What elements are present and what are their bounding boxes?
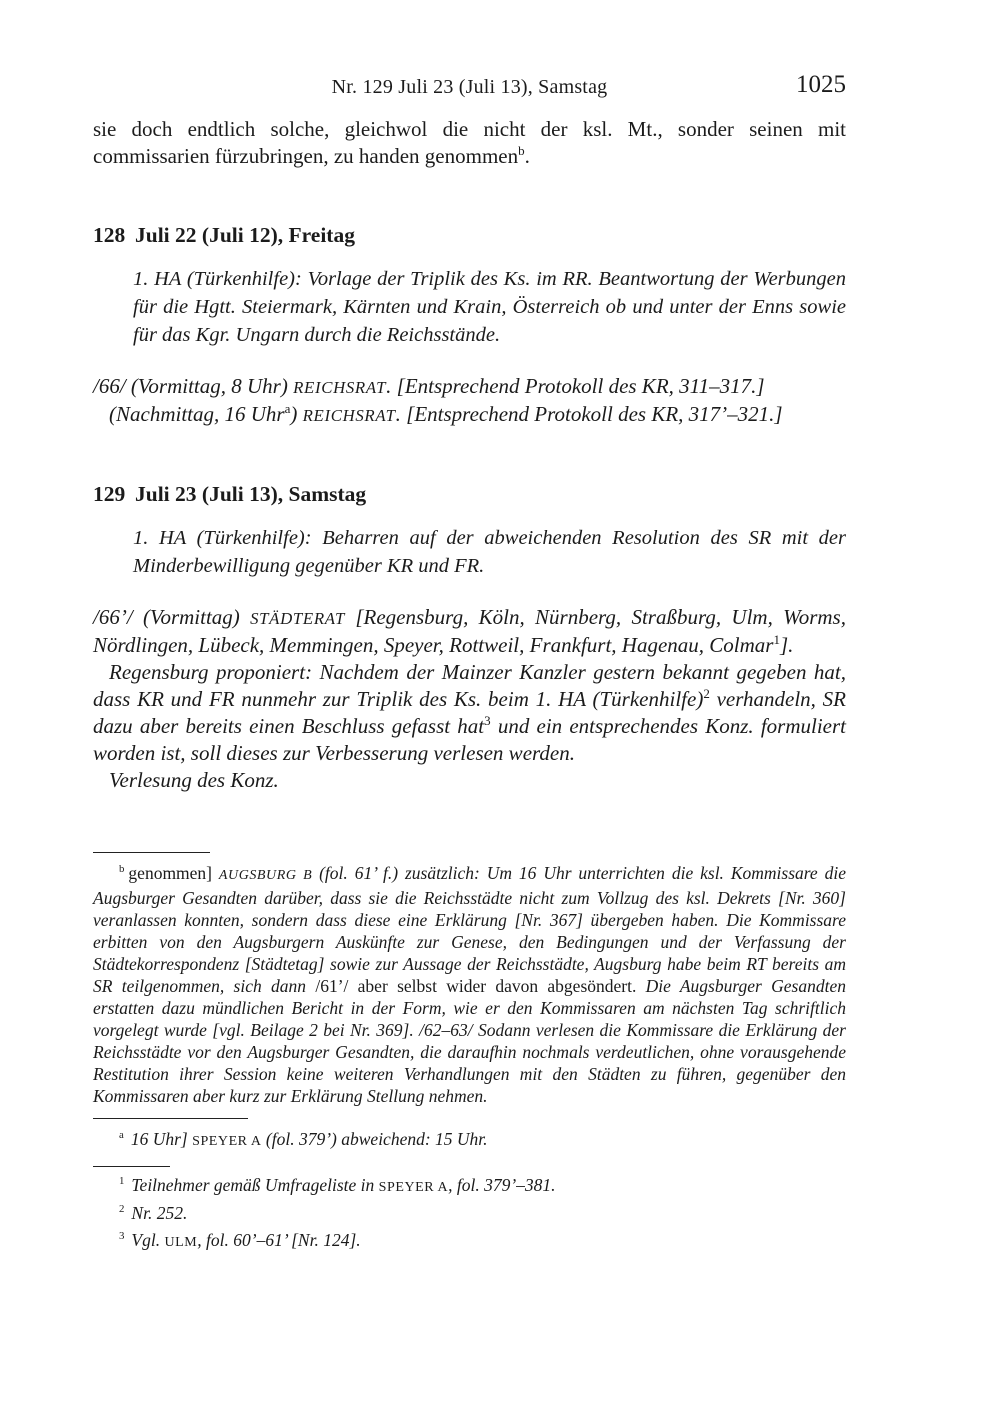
entry-129-heading [93, 481, 846, 507]
source-siglum: SPEYER A [378, 1180, 449, 1195]
entry-128-title: Juli 22 (Juli 12), Freitag [135, 223, 355, 247]
footnote-3-tail: , fol. 60’–61’ [Nr. 124]. [197, 1230, 361, 1250]
source-siglum: AUGSBURG B [218, 868, 313, 883]
entry-128-session-afternoon [93, 401, 846, 429]
proposition-text: und ein entsprechendes Konz. formuliert worden ist, soll dieses zur Verbesserung verlesen werden. [93, 714, 846, 765]
session-tail: ]. [779, 633, 794, 657]
footnote-divider-b [93, 852, 210, 853]
intro-tail: . [524, 144, 530, 168]
session-note: . [Entsprechend Protokoll des KR, 317’–321.] [395, 402, 783, 426]
running-title: Nr. 129 Juli 23 (Juli 13), Samstag [331, 76, 608, 98]
intro-text: sie doch endtlich solche, gleichwol die nicht der ksl. Mt., sonder seinen mit commissarien fürzubringen, zu handen genommen [93, 117, 846, 168]
entry-129-number: 129 [93, 482, 126, 506]
footnote-b-lemma: genommen] [128, 863, 219, 883]
footnote-b-marker: b [119, 863, 125, 876]
footnote-b-text: (fol. 61’ f.) zusätzlich: Um 16 Uhr unterrichten die ksl. Kommissare die Augsburger Gesandten darüber, dass sie die Reichsstädte nicht zum Vollzug des ksl. Dekrets [Nr. 360] veranlassen konnten, sondern dass diese eine Erklärung [Nr. 367] übergeben haben. Die Kommissare erbitten von den Augsburgern Auskünfte zur Genese, den Bedingungen und der Verfassung der Städtekorrespondenz [Städtetag] sowie zur Aussage der Reichsstädte, Augsburg habe beim RT bereits am SR teilgenommen, sich dann [93, 863, 846, 996]
footnote-a-lemma: 16 Uhr] [130, 1129, 193, 1149]
participant-list: [Regensburg, Köln, Nürnberg, Straßburg, Ulm, Worms, Nördlingen, Lübeck, Memmingen, Speyer, Rottweil, Frankfurt, Hagenau, Colmar [93, 605, 846, 657]
footnote-3-marker: 3 [119, 1230, 125, 1243]
entry-129-title: Juli 23 (Juli 13), Samstag [135, 482, 367, 506]
session-time: /66/ (Vormittag, 8 Uhr) [93, 374, 294, 398]
footnote-divider-numbered [93, 1166, 170, 1167]
footnote-2-text: Nr. 252. [131, 1202, 188, 1223]
running-head [93, 71, 846, 106]
source-siglum: ULM [164, 1235, 198, 1250]
entry-128-heading [93, 222, 846, 248]
entry-128-session-morning [93, 373, 846, 401]
footnote-ref-b: b [518, 143, 525, 158]
footnote-b-quote: /61’/ aber selbst wider davon abgesöndert. [315, 976, 646, 996]
footnote-ref-3: 3 [484, 713, 491, 728]
page-number: 1025 [796, 71, 846, 98]
footnote-1-marker: 1 [119, 1175, 125, 1188]
footnote-1-tail: , fol. 379’–381. [448, 1175, 556, 1195]
footnote-ref-2: 2 [703, 686, 710, 701]
session-time: /66’/ (Vormittag) [93, 605, 251, 629]
session-time-tail: ) [290, 402, 303, 426]
entry-128-summary: 1. HA (Türkenhilfe): Vorlage der Triplik des Ks. im RR. Beantwortung der Werbungen für die Hgtt. Steiermark, Kärnten und Krain, Österreich ob und unter der Enns sowie für das Kgr. Ungarn durch die Reichsstände. [133, 268, 846, 346]
footnote-1-text: Teilnehmer gemäß Umfrageliste in [131, 1175, 379, 1195]
footnote-3 [93, 1228, 846, 1256]
footnote-a-text: (fol. 379’) abweichend: 15 Uhr. [261, 1129, 488, 1149]
entry-128-number: 128 [93, 223, 126, 247]
council-name: REICHSRAT [302, 406, 396, 425]
entry-129-proposition [93, 659, 846, 767]
council-name: REICHSRAT [293, 378, 387, 397]
source-siglum: SPEYER A [192, 1134, 262, 1149]
footnote-1 [93, 1173, 846, 1201]
entry-129-verlesung: Verlesung des Konz. [109, 768, 279, 792]
footnote-ref-a: a [284, 401, 291, 416]
council-name: STÄDTERAT [250, 609, 346, 628]
session-note: . [Entsprechend Protokoll des KR, 311–317.] [386, 374, 765, 398]
footnote-b-text: Die Augsburger Gesandten erstatten dazu mündlichen Bericht in der Form, wie er den Kommissaren am nächsten Tag schriftlich vorgelegt wurde [vgl. Beilage 2 bei Nr. 369]. /62–63/ Sodann verlesen die Kommissare die Erklärung der Reichsstädte vor den Augsburger Gesandten, die daraufhin nochmals verdeutlichen, ohne vorausgehende Restitution ihrer Session keine weiteren Verhandlungen mit den Städten zu führen, gegenüber den Kommissaren aber kurz zur Erklärung Stellung nehmen. [93, 976, 846, 1106]
footnote-ref-1: 1 [773, 632, 780, 647]
footnote-2 [93, 1201, 846, 1229]
footnote-divider-a [93, 1118, 248, 1119]
proposition-text: Regensburg proponiert: Nachdem der Mainzer Kanzler gestern bekannt gegeben hat, dass KR und FR nunmehr zur Triplik des Ks. beim 1. HA (Türkenhilfe) [93, 660, 846, 711]
session-time: (Nachmittag, 16 Uhr [109, 402, 285, 426]
intro-paragraph [93, 116, 846, 170]
footnote-3-text: Vgl. [131, 1230, 165, 1250]
entry-129-session [93, 604, 846, 659]
footnote-a [93, 1128, 846, 1153]
proposition-text: verhandeln, SR dazu aber bereits einen Beschluss gefasst hat [93, 687, 847, 738]
entry-129-summary: 1. HA (Türkenhilfe): Beharren auf der abweichenden Resolution des SR mit der Minderbewilligung gegenüber KR und FR. [133, 527, 846, 577]
footnote-a-marker: a [119, 1129, 124, 1142]
footnote-2-marker: 2 [119, 1202, 125, 1215]
footnote-b [93, 862, 846, 1107]
